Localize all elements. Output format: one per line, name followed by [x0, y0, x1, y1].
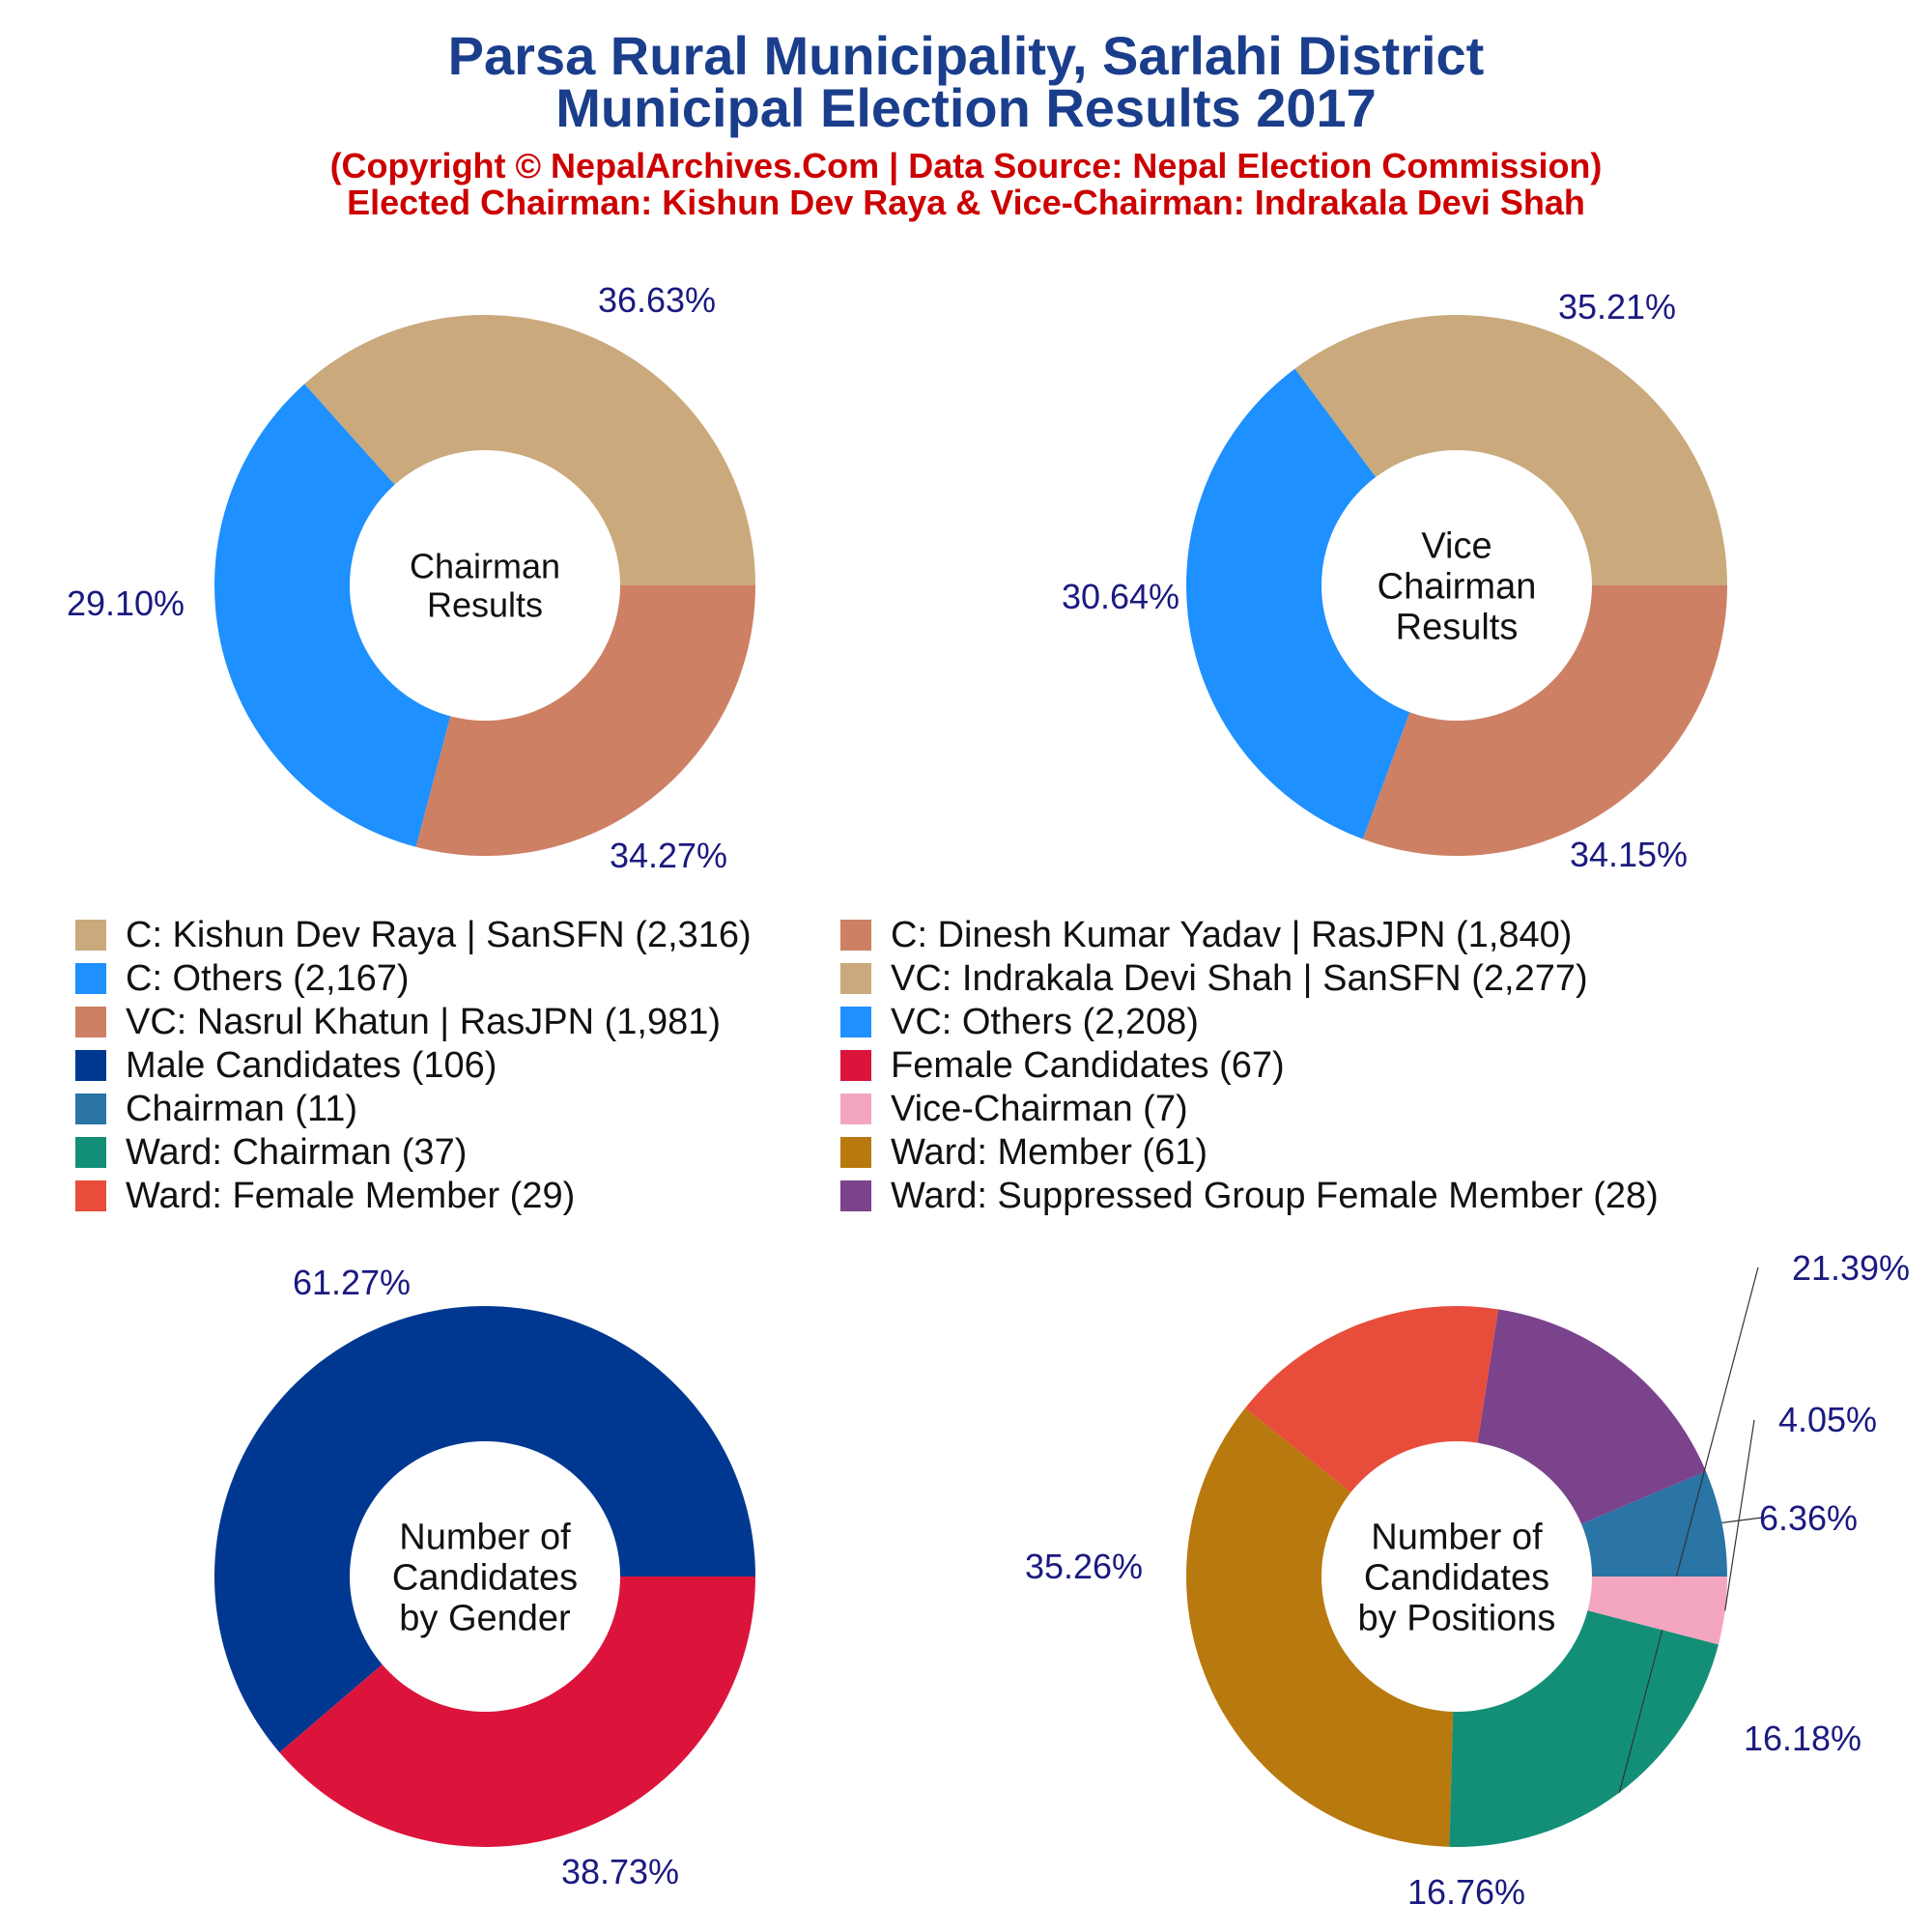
percent-label: 6.36% [1758, 1498, 1859, 1538]
legend-swatch [840, 1137, 871, 1168]
legend-item [840, 1003, 1199, 1041]
center-label: Candidates [391, 1557, 579, 1599]
legend-label: VC: Indrakala Devi Shah | SanSFN (2,277) [891, 957, 1588, 999]
legend-label: Ward: Female Member (29) [126, 1175, 576, 1216]
legend-item [75, 1046, 497, 1085]
center-label: by Gender [399, 1598, 571, 1639]
legend-label: C: Dinesh Kumar Yadav | RasJPN (1,840) [891, 914, 1573, 955]
legend-swatch [75, 1180, 106, 1211]
chart-subtitle-line2: Elected Chairman: Kishun Dev Raya & Vice-Chairman: Indrakala Devi Shah [347, 183, 1585, 222]
donut-chart-4 [1025, 1248, 1910, 1912]
center-label: Number of [399, 1517, 571, 1558]
legend-item [75, 1177, 575, 1215]
donut-chart-3 [214, 1263, 755, 1891]
center-label: Results [1395, 607, 1519, 648]
center-label: Chairman [1377, 566, 1537, 608]
legend-label: Ward: Member (61) [891, 1131, 1208, 1173]
legend-swatch [75, 963, 106, 994]
legend-label: Ward: Chairman (37) [126, 1131, 468, 1173]
legend-item [840, 959, 1588, 998]
center-label: Candidates [1363, 1557, 1550, 1599]
legend-item [75, 1090, 357, 1128]
legend-item [75, 959, 410, 998]
percent-label: 34.27% [609, 836, 728, 875]
legend-item [75, 916, 752, 954]
donut-chart-2 [1062, 287, 1727, 874]
legend-label: VC: Nasrul Khatun | RasJPN (1,981) [126, 1001, 722, 1042]
donut-chart-1 [67, 280, 755, 875]
legend-swatch [840, 1180, 871, 1211]
legend-swatch [75, 1094, 106, 1124]
legend-swatch [75, 920, 106, 951]
center-label: Vice [1421, 526, 1492, 567]
center-label: Chairman [409, 546, 561, 586]
legend-label: Male Candidates (106) [126, 1044, 497, 1086]
legend-label: C: Kishun Dev Raya | SanSFN (2,316) [126, 914, 752, 955]
legend-swatch [840, 1007, 871, 1037]
chart-title-line2: Municipal Election Results 2017 [555, 77, 1377, 138]
legend-item [75, 1133, 467, 1172]
percent-label: 35.26% [1024, 1547, 1144, 1586]
legend-swatch [840, 1050, 871, 1081]
center-label: Results [426, 584, 544, 625]
percent-label: 34.15% [1569, 835, 1689, 874]
percent-label: 16.76% [1406, 1872, 1526, 1912]
legend-label: Female Candidates (67) [891, 1044, 1285, 1086]
percent-label: 61.27% [292, 1263, 412, 1302]
legend-label: Ward: Suppressed Group Female Member (28) [891, 1175, 1659, 1216]
percent-label: 21.39% [1791, 1248, 1911, 1288]
legend-item [840, 1177, 1659, 1215]
percent-label: 29.10% [66, 583, 185, 623]
legend-swatch [840, 963, 871, 994]
legend-swatch [75, 1137, 106, 1168]
chart-subtitle-line1: (Copyright © NepalArchives.Com | Data Source: Nepal Election Commission) [329, 146, 1603, 185]
percent-label: 38.73% [560, 1852, 680, 1891]
legend-swatch [75, 1050, 106, 1081]
leader-line [1725, 1420, 1754, 1611]
legend-swatch [840, 920, 871, 951]
legend-label: Chairman (11) [126, 1088, 358, 1129]
legend-swatch [75, 1007, 106, 1037]
legend-label: C: Others (2,167) [126, 957, 410, 999]
legend-swatch [840, 1094, 871, 1124]
legend-label: VC: Others (2,208) [891, 1001, 1199, 1042]
legend-item [840, 916, 1572, 954]
center-label: Number of [1371, 1517, 1543, 1558]
percent-label: 4.05% [1777, 1400, 1878, 1439]
percent-label: 35.21% [1557, 287, 1677, 327]
percent-label: 30.64% [1061, 577, 1180, 616]
center-label: by Positions [1357, 1598, 1556, 1639]
chart-title-line1: Parsa Rural Municipality, Sarlahi District [447, 25, 1485, 86]
legend-label: Vice-Chairman (7) [891, 1088, 1188, 1129]
legend-item [840, 1046, 1285, 1085]
percent-label: 16.18% [1743, 1719, 1862, 1758]
leader-line [1721, 1518, 1762, 1522]
legend-item [840, 1090, 1188, 1128]
percent-label: 36.63% [597, 280, 717, 320]
legend-item [840, 1133, 1208, 1172]
legend-item [75, 1003, 721, 1041]
